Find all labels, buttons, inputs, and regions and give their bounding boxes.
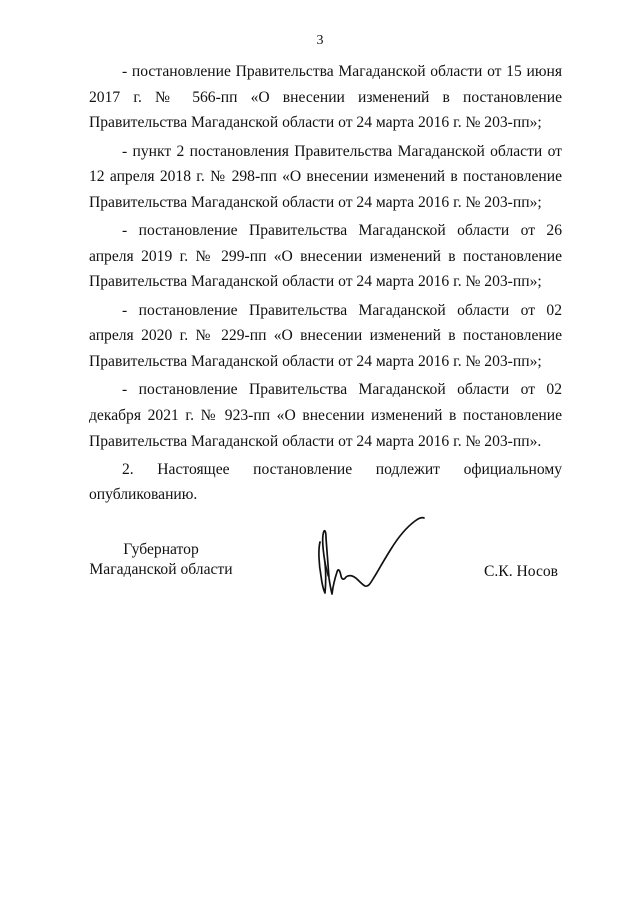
list-item-resolution-2017: - постановление Правительства Магаданской области от 15 июня 2017 г. № 566-пп «О внесении изменений в постановление Правительства Магаданской области от 24 марта 2016 г. № 203-пп»; (89, 63, 562, 132)
list-item-resolution-2020: - постановление Правительства Магаданской области от 02 апреля 2020 г. № 229-пп «О внесении изменений в постановление Правительства Магаданской области от 24 марта 2016 г. № 203-пп»; (89, 301, 562, 370)
signer-position-line2: Магаданской области (89, 561, 233, 578)
publication-clause-tail: опубликованию. (89, 486, 198, 504)
signer-position (86, 540, 236, 580)
list-item-resolution-2021: - постановление Правительства Магаданской области от 02 декабря 2021 г. № 923-пп «О внесении изменений в постановление Правительства Магаданской области от 24 марта 2016 г. № 203-пп». (89, 381, 562, 450)
document-body (89, 59, 562, 508)
publication-clause: 2. Настоящее постановление подлежит официальному (122, 460, 562, 478)
list-item-resolution-2019: - постановление Правительства Магаданской области от 26 апреля 2019 г. № 299-пп «О внесении изменений в постановление Правительства Магаданской области от 24 марта 2016 г. № 203-пп»; (89, 222, 562, 291)
handwritten-signature (300, 490, 440, 605)
page-number: 3 (316, 33, 324, 48)
signer-name: С.К. Носов (484, 563, 559, 580)
signer-position-line1: Губернатор (123, 541, 199, 558)
list-item-resolution-2018: - пункт 2 постановления Правительства Магаданской области от 12 апреля 2018 г. № 298-пп «О внесении изменений в постановление Правительства Магаданской области от 24 марта 2016 г. № 203-пп»; (89, 142, 562, 211)
